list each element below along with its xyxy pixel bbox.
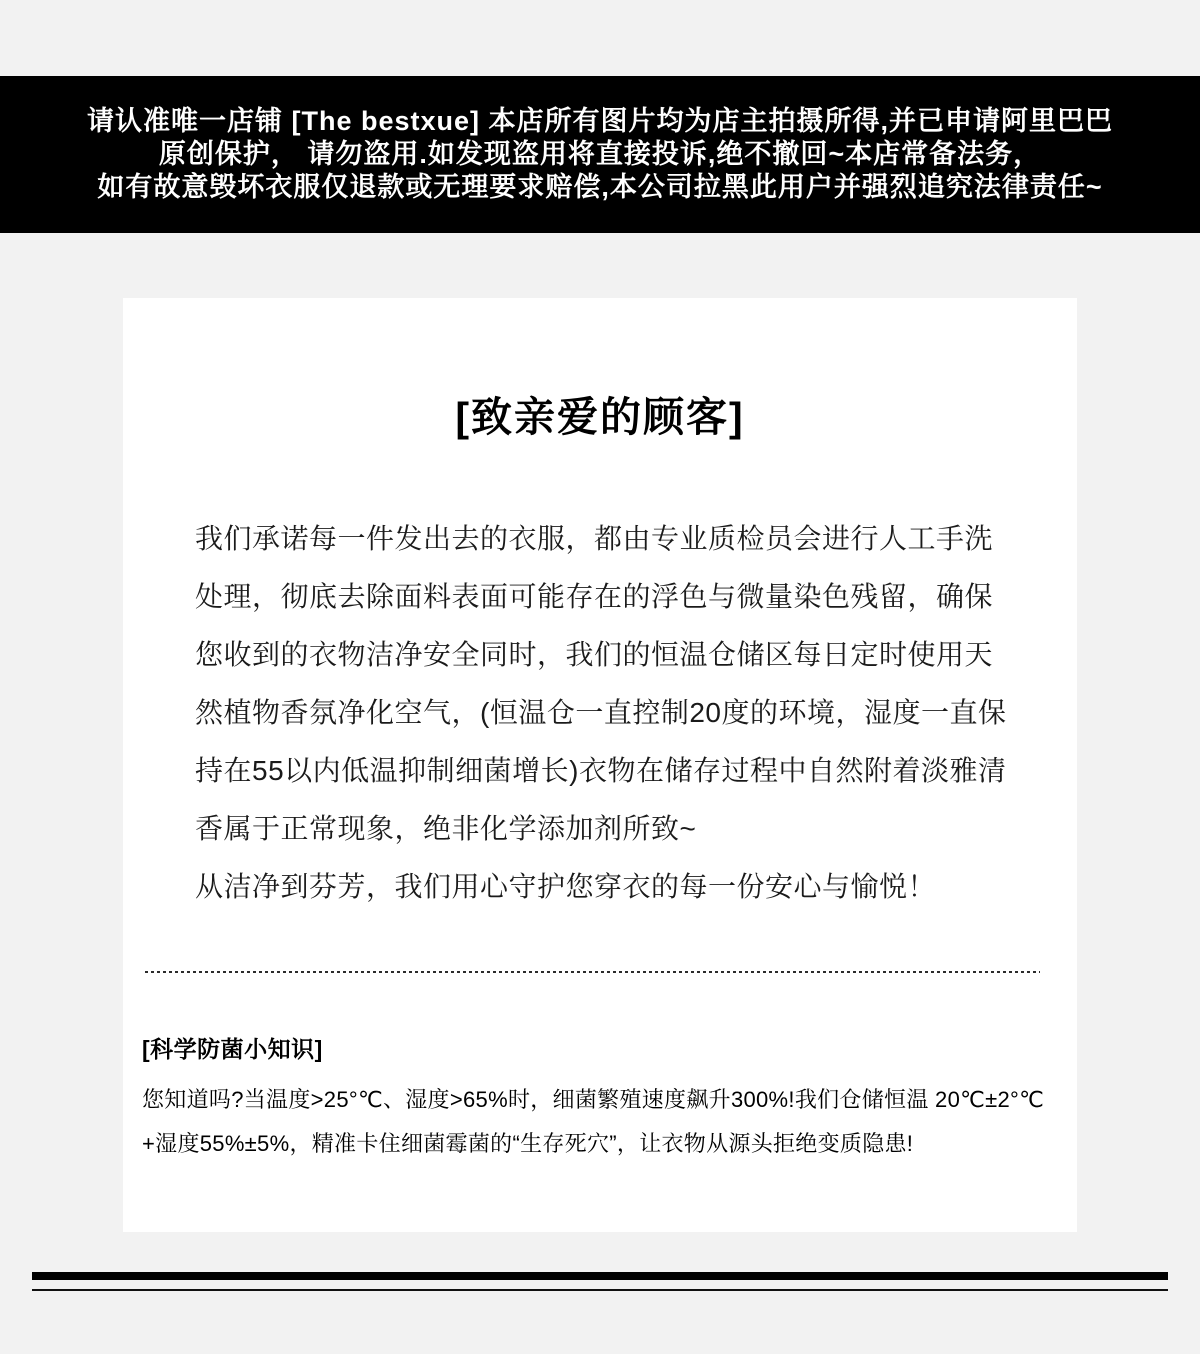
body-line: 然植物香氛净化空气，(恒温仓一直控制20度的环境，湿度一直保: [195, 697, 1007, 728]
body-line: 您收到的衣物洁净安全同时，我们的恒温仓储区每日定时使用天: [195, 639, 994, 670]
bottom-thick-rule: [32, 1272, 1168, 1280]
science-section-heading: [科学防菌小知识]: [142, 1036, 323, 1062]
body-line: 处理，彻底去除面料表面可能存在的浮色与微量染色残留，确保: [195, 581, 994, 612]
body-line: 持在55以内低温抑制细菌增长)衣物在储存过程中自然附着淡雅清: [195, 755, 1007, 786]
body-paragraph: [195, 510, 1037, 916]
body-line: 香属于正常现象，绝非化学添加剂所致~: [195, 813, 697, 844]
body-line: 从洁净到芬芳，我们用心守护您穿衣的每一份安心与愉悦！: [195, 871, 937, 902]
page-title: [致亲爱的顾客]: [455, 394, 745, 440]
science-paragraph: [142, 1078, 1067, 1166]
science-tip-section: [142, 1031, 1067, 1166]
banner-line-3: 如有故意毁坏衣服仅退款或无理要求赔偿,本公司拉黑此用户并强烈追究法律责任~: [97, 172, 1103, 202]
customer-notice-card: [123, 298, 1077, 1232]
body-line: 我们承诺每一件发出去的衣服，都由专业质检员会进行人工手洗: [195, 523, 994, 554]
anti-theft-notice-banner: [0, 76, 1200, 233]
bottom-thin-rule: [32, 1289, 1168, 1291]
science-line: 您知道吗?当温度>25°℃、湿度>65%时，细菌繁殖速度飙升300%!我们仓储恒温 20℃±2°℃: [142, 1087, 1045, 1112]
science-line: +湿度55%±5%，精准卡住细菌霉菌的“生存死穴”，让衣物从源头拒绝变质隐患!: [142, 1131, 914, 1156]
banner-line-2: 原创保护， 请勿盗用.如发现盗用将直接投诉,绝不撤回~本店常备法务，: [158, 139, 1042, 169]
dotted-divider: [145, 971, 1040, 973]
banner-line-1: 请认准唯一店铺 [The bestxue] 本店所有图片均为店主拍摄所得,并已申请阿里巴巴: [86, 106, 1114, 136]
